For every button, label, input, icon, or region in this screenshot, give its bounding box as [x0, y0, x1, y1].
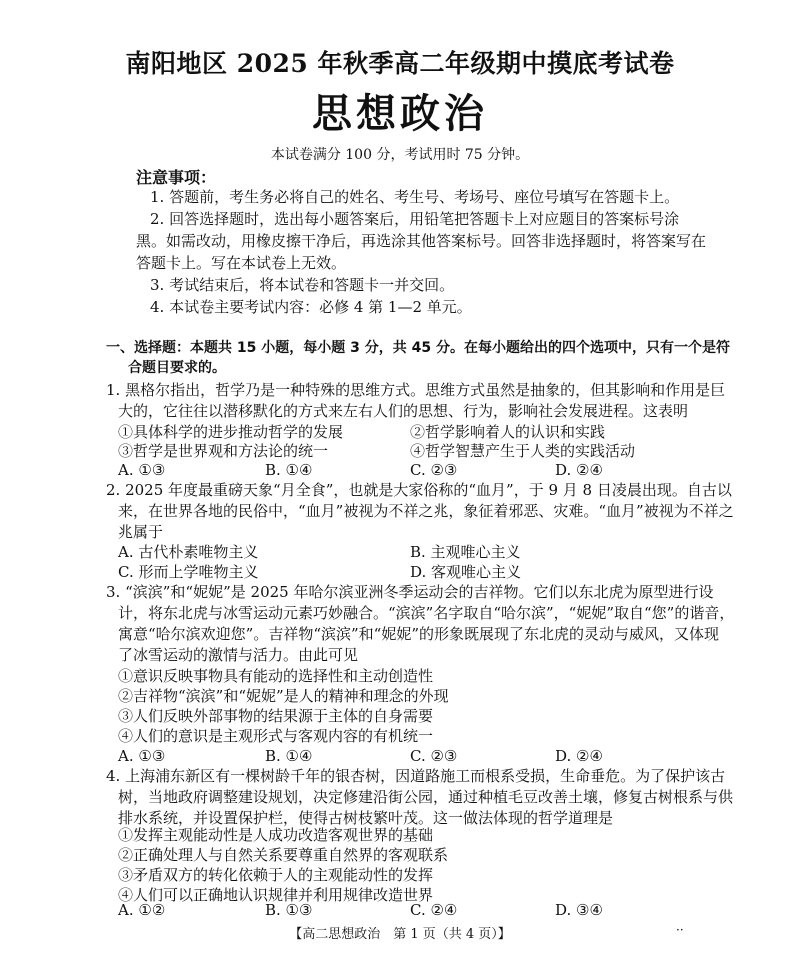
notice-item: 2. 回答选择题时，选出每小题答案后，用铅笔把答题卡上对应题目的答案标号涂 [150, 210, 680, 228]
q3-option-d: D. ②④ [555, 747, 603, 765]
question-4-text: 树，当地政府调整建设规划，决定修建沿街公园，通过种植毛豆改善土壤，修复古树根系与供 [118, 788, 734, 806]
page-footer: 【高二思想政治 第 1 页（共 4 页）】 [289, 927, 511, 942]
footer-mark: ·· [676, 923, 684, 937]
q3-option-a: A. ①③ [118, 747, 166, 765]
question-1-text: 1. 黑格尔指出，哲学乃是一种特殊的思维方式。思维方式虽然是抽象的，但其影响和作用是巨 [106, 381, 726, 399]
question-3-text: 寓意“哈尔滨欢迎您”。吉祥物“滨滨”和“妮妮”的形象既展现了东北虎的灵动与威风，又体现 [118, 625, 720, 643]
subject-title: 思想政治 [312, 90, 488, 137]
q1-option-b: B. ①④ [265, 461, 313, 479]
notice-item: 1. 答题前，考生务必将自己的姓名、考生号、考场号、座位号填写在答题卡上。 [150, 188, 680, 206]
question-3-text: 了冰雪运动的激情与活力。由此可见 [118, 646, 359, 664]
q1-statement-1: ①具体科学的进步推动哲学的发展 [118, 423, 344, 441]
exam-meta: 本试卷满分 100 分，考试用时 75 分钟。 [270, 147, 530, 163]
q1-option-a: A. ①③ [118, 461, 166, 479]
q2-option-a: A. 古代朴素唯物主义 [118, 543, 259, 561]
exam-title: 南阳地区 2025 年秋季高二年级期中摸底考试卷 [125, 49, 675, 78]
q4-option-c: C. ②④ [410, 901, 458, 919]
q4-option-a: A. ①② [118, 901, 166, 919]
q3-option-c: C. ②③ [410, 747, 458, 765]
question-2-text: 兆属于 [118, 523, 164, 541]
q4-option-b: B. ①③ [265, 901, 313, 919]
question-1-text: 大的，它往往以潜移默化的方式来左右人们的思想、行为，影响社会发展进程。这表明 [118, 402, 689, 420]
question-3-text: 3. “滨滨”和“妮妮”是 2025 年哈尔滨亚洲冬季运动会的吉祥物。它们以东北虎为原型进行设 [106, 583, 714, 601]
q2-option-d: D. 客观唯心主义 [410, 563, 522, 581]
section-heading: 一、选择题：本题共 15 小题，每小题 3 分，共 45 分。在每小题给出的四个选项中，只有一个是符 [106, 340, 730, 356]
question-3-text: 计，将东北虎与冰雪运动元素巧妙融合。“滨滨”名字取自“哈尔滨”，“妮妮”取自“您”的谐音， [118, 604, 735, 622]
q4-statement-4: ④人们可以正确地认识规律并利用规律改造世界 [118, 886, 434, 904]
q1-statement-2: ②哲学影响着人的认识和实践 [410, 423, 606, 441]
q3-statement-2: ②吉祥物“滨滨”和“妮妮”是人的精神和理念的外现 [118, 687, 449, 705]
question-2-text: 来，在世界各地的民俗中，“血月”被视为不祥之兆，象征着邪恶、灾难。“血月”被视为不祥之 [118, 502, 734, 520]
q4-statement-1: ①发挥主观能动性是人成功改造客观世界的基础 [118, 826, 434, 844]
q3-option-b: B. ①④ [265, 747, 313, 765]
q2-option-c: C. 形而上学唯物主义 [118, 563, 259, 581]
notice-item: 4. 本试卷主要考试内容：必修 4 第 1—2 单元。 [150, 298, 472, 316]
notice-heading: 注意事项： [136, 168, 217, 187]
q4-statement-2: ②正确处理人与自然关系要尊重自然界的客观联系 [118, 846, 449, 864]
notice-item: 答题卡上。写在本试卷上无效。 [136, 254, 347, 272]
q3-statement-3: ③人们反映外部事物的结果源于主体的自身需要 [118, 707, 434, 725]
q3-statement-4: ④人们的意识是主观形式与客观内容的有机统一 [118, 727, 434, 745]
q1-option-c: C. ②③ [410, 461, 458, 479]
section-heading-cont: 合题目要求的。 [128, 360, 226, 376]
notice-item: 黑。如需改动，用橡皮擦干净后，再选涂其他答案标号。回答非选择题时，将答案写在 [136, 232, 707, 250]
question-2-text: 2. 2025 年度最重磅天象“月全食”，也就是大家俗称的“血月”，于 9 月 8 日凌晨出现。自古以 [106, 481, 732, 499]
q1-statement-3: ③哲学是世界观和方法论的统一 [118, 442, 329, 460]
q1-statement-4: ④哲学智慧产生于人类的实践活动 [410, 442, 636, 460]
q3-statement-1: ①意识反映事物具有能动的选择性和主动创造性 [118, 667, 434, 685]
question-4-text: 排水系统，并设置保护栏，使得古树枝繁叶茂。这一做法体现的哲学道理是 [118, 809, 614, 827]
notice-item: 3. 考试结束后，将本试卷和答题卡一并交回。 [150, 276, 455, 294]
q4-option-d: D. ③④ [555, 901, 603, 919]
q1-option-d: D. ②④ [555, 461, 603, 479]
question-4-text: 4. 上海浦东新区有一棵树龄千年的银杏树，因道路施工而根系受损，生命垂危。为了保护该古 [106, 767, 726, 785]
q4-statement-3: ③矛盾双方的转化依赖于人的主观能动性的发挥 [118, 866, 434, 884]
q2-option-b: B. 主观唯心主义 [410, 543, 521, 561]
